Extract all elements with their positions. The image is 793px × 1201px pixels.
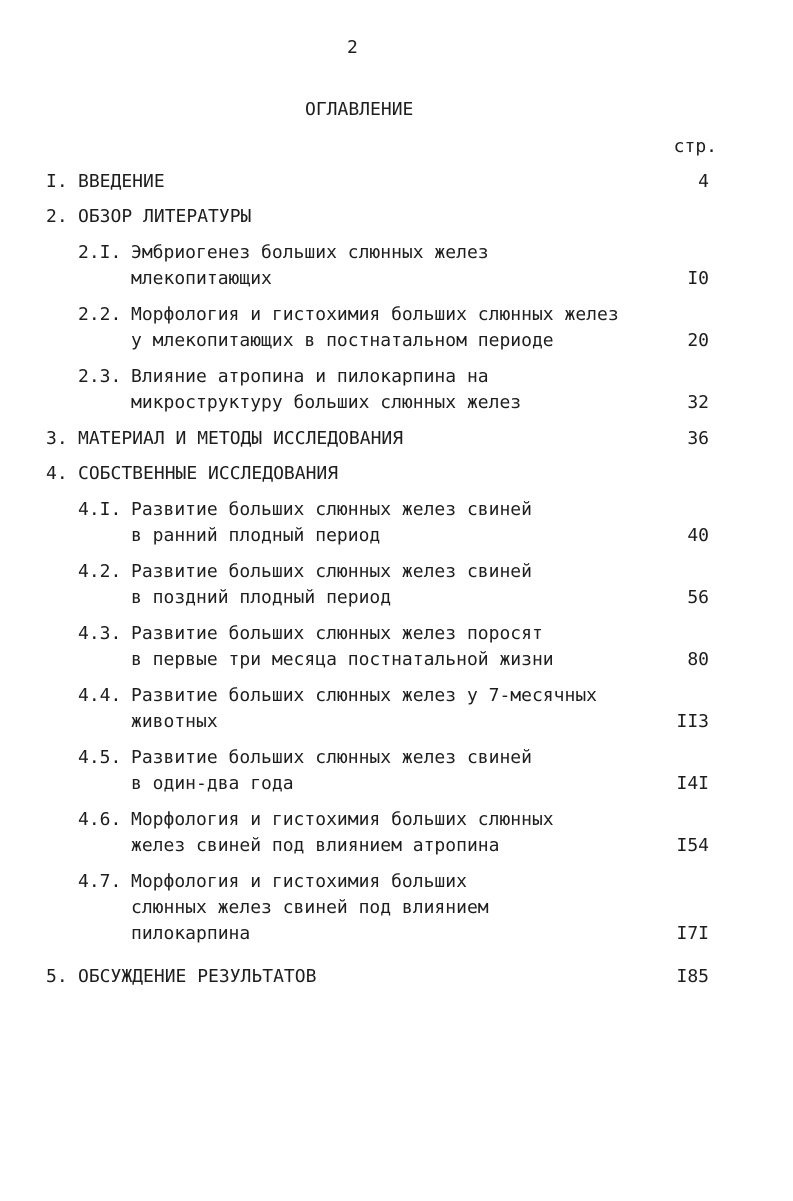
toc-entry-text: Морфология и гистохимия больших bbox=[131, 871, 467, 892]
toc-entry-number: 5. bbox=[46, 966, 68, 987]
toc-entry-number: 4.4. bbox=[78, 685, 122, 706]
toc-entry-number: 2.2. bbox=[78, 304, 122, 325]
toc-entry-text: в первые три месяца постнатальной жизни bbox=[131, 649, 554, 670]
toc-entry-number: 4.5. bbox=[78, 747, 122, 768]
toc-entry-number: 4.3. bbox=[78, 623, 122, 644]
toc-entry-text: ОБЗОР ЛИТЕРАТУРЫ bbox=[78, 206, 252, 227]
toc-entry-page: 32 bbox=[687, 392, 709, 413]
toc-entry-number: 3. bbox=[46, 428, 68, 449]
toc-entry-number: 4.6. bbox=[78, 809, 122, 830]
toc-entry-number: 2. bbox=[46, 206, 68, 227]
toc-entry-text: животных bbox=[131, 711, 218, 732]
toc-entry-page: 40 bbox=[687, 525, 709, 546]
toc-entry-text: Эмбриогенез больших слюнных желез bbox=[131, 242, 489, 263]
toc-entry-text: ВВЕДЕНИЕ bbox=[78, 171, 165, 192]
toc-entry-page: I4I bbox=[676, 773, 709, 794]
toc-entry-page: 4 bbox=[698, 171, 709, 192]
toc-entry-page: I54 bbox=[676, 835, 709, 856]
toc-entry-page: 20 bbox=[687, 330, 709, 351]
toc-entry-text: у млекопитающих в постнатальном периоде bbox=[131, 330, 554, 351]
toc-entry-page: II3 bbox=[676, 711, 709, 732]
toc-entry-text: Влияние атропина и пилокарпина на bbox=[131, 366, 489, 387]
toc-entry-number: I. bbox=[46, 171, 68, 192]
toc-entry-text: в один-два года bbox=[131, 773, 294, 794]
toc-entry-number: 4.2. bbox=[78, 561, 122, 582]
toc-entry-number: 2.3. bbox=[78, 366, 122, 387]
toc-entry-text: МАТЕРИАЛ И МЕТОДЫ ИССЛЕДОВАНИЯ bbox=[78, 428, 404, 449]
toc-entry-text: в ранний плодный период bbox=[131, 525, 381, 546]
toc-entry-text: ОБСУЖДЕНИЕ РЕЗУЛЬТАТОВ bbox=[78, 966, 317, 987]
toc-entry-page: 36 bbox=[687, 428, 709, 449]
toc-entry-text: пилокарпина bbox=[131, 923, 251, 944]
toc-entry-text: в поздний плодный период bbox=[131, 587, 392, 608]
toc-entry-number: 4. bbox=[46, 463, 68, 484]
toc-entry-text: Развитие больших слюнных желез поросят bbox=[131, 623, 543, 644]
toc-entry-page: I0 bbox=[687, 268, 709, 289]
toc-entry-text: Развитие больших слюнных желез свиней bbox=[131, 499, 532, 520]
toc-entry-text: микроструктуру больших слюнных желез bbox=[131, 392, 522, 413]
toc-entry-page: 80 bbox=[687, 649, 709, 670]
toc-entry-text: Развитие больших слюнных желез свиней bbox=[131, 747, 532, 768]
toc-entry-page: I7I bbox=[676, 923, 709, 944]
toc-title: ОГЛАВЛЕНИЕ bbox=[305, 99, 414, 120]
toc-entry-text: Развитие больших слюнных желез у 7-месячных bbox=[131, 685, 597, 706]
toc-entry-number: 2.I. bbox=[78, 242, 122, 263]
toc-entry-page: I85 bbox=[676, 966, 709, 987]
page-number: 2 bbox=[347, 37, 358, 58]
page-column-header: стр. bbox=[673, 136, 717, 157]
toc-entry-text: Развитие больших слюнных желез свиней bbox=[131, 561, 532, 582]
toc-entry-text: желез свиней под влиянием атропина bbox=[131, 835, 500, 856]
toc-entry-text: Морфология и гистохимия больших слюнных желез bbox=[131, 304, 619, 325]
toc-entry-text: слюнных желез свиней под влиянием bbox=[131, 897, 489, 918]
toc-entry-text: СОБСТВЕННЫЕ ИССЛЕДОВАНИЯ bbox=[78, 463, 339, 484]
toc-entry-number: 4.I. bbox=[78, 499, 122, 520]
toc-entry-number: 4.7. bbox=[78, 871, 122, 892]
toc-entry-text: Морфология и гистохимия больших слюнных bbox=[131, 809, 554, 830]
toc-entry-text: млекопитающих bbox=[131, 268, 272, 289]
toc-entry-page: 56 bbox=[687, 587, 709, 608]
